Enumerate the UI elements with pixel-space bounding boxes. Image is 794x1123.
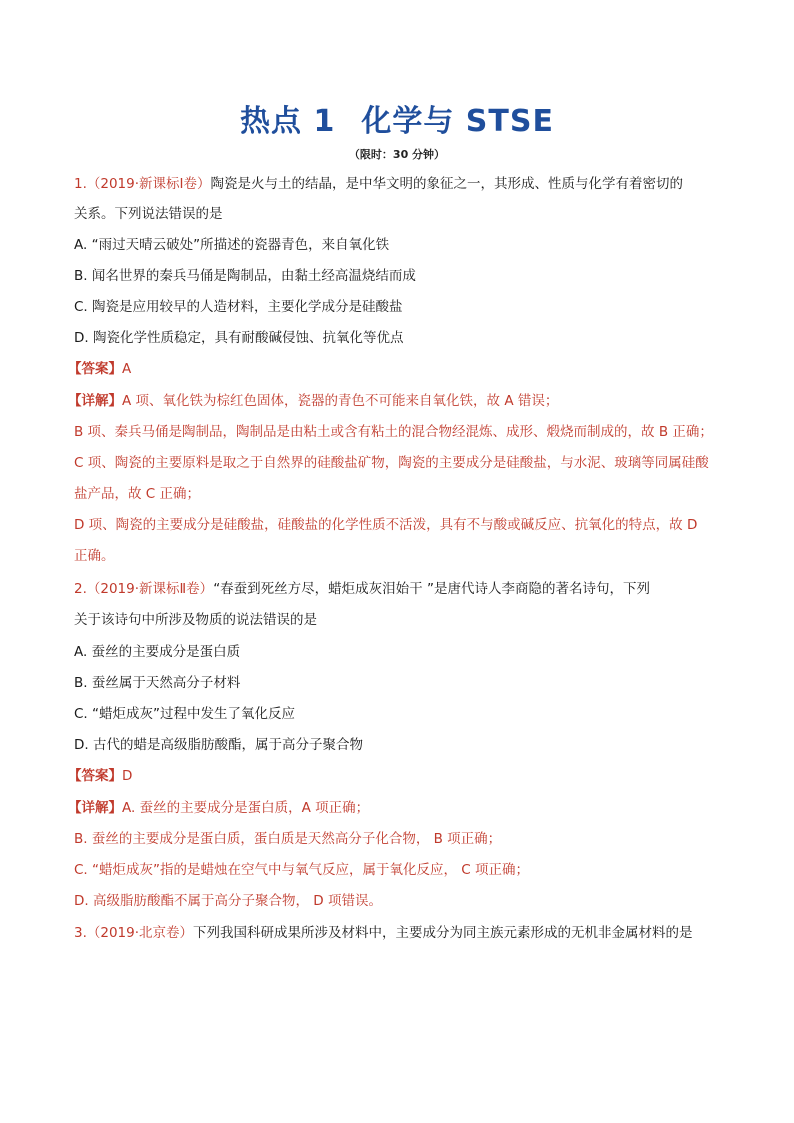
q1-detail-line2: B 项、秦兵马俑是陶制品，陶制品是由粘土或含有粘土的混合物经混炼、成形、煅烧而制成的，故 B 正确； [74,424,713,440]
q2-option-b: B. 蚕丝属于天然高分子材料 [74,675,241,691]
time-limit: （限时：30 分钟） [348,148,446,161]
q3-source: 3.（2019·北京卷） [74,925,194,941]
q2-option-d: D. 古代的蜡是高级脂肪酸酯，属于高分子聚合物 [74,737,363,753]
q2-source: 2.（2019·新课标Ⅱ卷） [74,581,214,597]
q2-stem-line2: 关于该诗句中所涉及物质的说法错误的是 [74,612,317,628]
title-right: 化学与 STSE [361,104,554,139]
q1-stem-line1: 1.（2019·新课标Ⅰ卷）陶瓷是火与土的结晶，是中华文明的象征之一，其形成、性质与化学有着密切的 [74,176,684,192]
q2-detail-line1: 【详解】A. 蚕丝的主要成分是蛋白质，A 项正确； [68,800,370,816]
q1-option-c: C. 陶瓷是应用较早的人造材料，主要化学成分是硅酸盐 [74,299,403,315]
q1-detail-line5: D 项、陶瓷的主要成分是硅酸盐，硅酸盐的化学性质不活泼，具有不与酸或碱反应、抗氧化的特点，故 D [74,517,698,533]
q1-option-b: B. 闻名世界的秦兵马俑是陶制品，由黏土经高温烧结而成 [74,268,416,284]
q1-option-a: A. “雨过天晴云破处”所描述的瓷器青色，来自氧化铁 [74,237,390,253]
q2-detail-line2: B. 蚕丝的主要成分是蛋白质，蛋白质是天然高分子化合物， B 项正确； [74,831,502,847]
q2-detail-line4: D. 高级脂肪酸酯不属于高分子聚合物， D 项错误。 [74,893,382,909]
q1-detail-line4: 盐产品，故 C 正确； [74,486,201,502]
q2-stem-line1: 2.（2019·新课标Ⅱ卷）“春蚕到死丝方尽，蜡炬成灰泪始干 ”是唐代诗人李商隐的著名诗句，下列 [74,581,650,597]
title-left: 热点 1 [240,104,336,139]
q2-detail-line3: C. “蜡炬成灰”指的是蜡烛在空气中与氧气反应，属于氧化反应， C 项正确； [74,862,530,878]
q2-option-c: C. “蜡炬成灰”过程中发生了氧化反应 [74,706,295,722]
q1-option-d: D. 陶瓷化学性质稳定，具有耐酸碱侵蚀、抗氧化等优点 [74,330,404,346]
q1-detail-line1: 【详解】A 项、氧化铁为棕红色固体，瓷器的青色不可能来自氧化铁，故 A 错误； [68,393,559,409]
q2-answer: 【答案】D [68,768,133,784]
q3-stem-line1: 3.（2019·北京卷）下列我国科研成果所涉及材料中，主要成分为同主族元素形成的无机非金属材料的是 [74,925,693,941]
q1-detail-line6: 正确。 [74,548,115,564]
q1-detail-line3: C 项、陶瓷的主要原料是取之于自然界的硅酸盐矿物，陶瓷的主要成分是硅酸盐，与水泥、玻璃等同属硅酸 [74,455,709,471]
q1-stem-line2: 关系。下列说法错误的是 [74,206,223,222]
page-title [0,96,794,140]
q2-option-a: A. 蚕丝的主要成分是蛋白质 [74,644,241,660]
q1-answer: 【答案】A [68,361,132,377]
q1-source: 1.（2019·新课标Ⅰ卷） [74,176,211,192]
